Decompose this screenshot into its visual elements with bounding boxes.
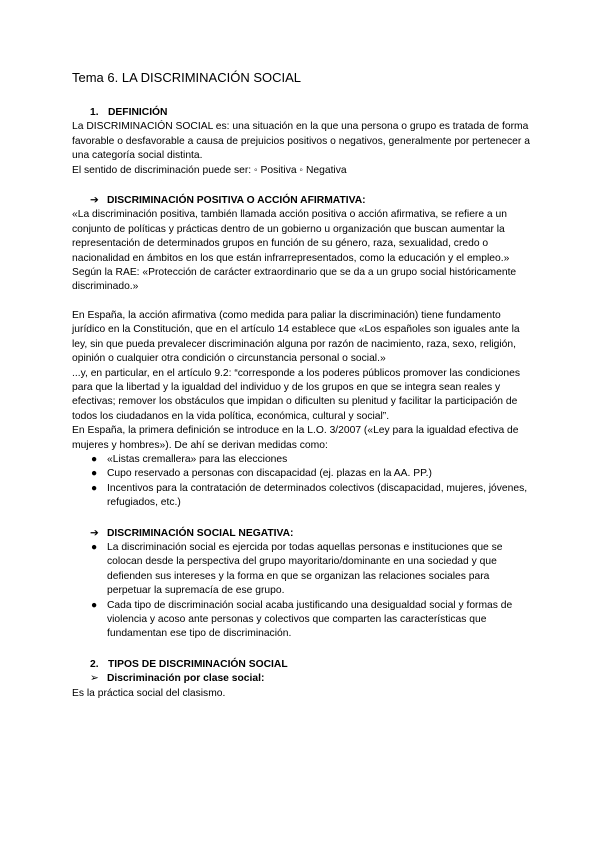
bullet-icon: ●: [91, 468, 98, 480]
sense-paragraph: El sentido de discriminación puede ser: ◦ Positiva ◦ Negativa: [72, 164, 347, 176]
list-item: ● La discriminación social es ejercida por todas aquellas personas e instituciones que se colocan desde la perspectiva del grupo mayoritario/dominante en una sociedad y que defienden sus intereses y la forma en que se organizan las relaciones sociales para perpetuar la supremacía de ese grupo.: [91, 541, 503, 597]
spain-paragraph-1: En España, la acción afirmativa (como medida para paliar la discriminación) tiene fundamento jurídico en la Constitución, que en el artículo 14 establece que «Los españoles son iguales ante la ley, sin que pueda prevalecer discriminación alguna por razón de nacimiento, raza, sexo, religión, opinión o cualquier otra condición o circunstancia personal o social.»: [72, 309, 520, 365]
section-1-title: DEFINICIÓN: [108, 107, 168, 118]
list-item: ● Incentivos para la contratación de determinados colectivos (discapacidad, mujeres, jóvenes, refugiados, etc.): [91, 482, 528, 509]
page-title: Tema 6. LA DISCRIMINACIÓN SOCIAL: [72, 70, 302, 85]
arrow-icon: ➔: [90, 527, 99, 539]
bullet-icon: ●: [91, 482, 98, 494]
class-discrimination-title: Discriminación por clase social:: [107, 673, 265, 685]
section-1-heading: [72, 106, 532, 120]
definition-paragraph: La DISCRIMINACIÓN SOCIAL es: una situación en la que una persona o grupo es tratada de forma favorable o desfavorable a causa de prejuicios positivos o negativos, generalmente por pertenecer a una categoría social distinta.: [72, 121, 530, 162]
positive-title: DISCRIMINACIÓN POSITIVA O ACCIÓN AFIRMATIVA:: [107, 195, 366, 207]
classism-paragraph: Es la práctica social del clasismo.: [72, 687, 226, 699]
negative-list: [72, 541, 532, 642]
section-2-heading: [72, 658, 532, 672]
bullet-icon: ●: [91, 453, 98, 465]
measures-list: [72, 453, 532, 511]
list-item: ● Cada tipo de discriminación social acaba justificando una desigualdad social y formas de violencia y acoso ante personas y colectivos que comparten las características que fundamentan ese tipo de discriminación.: [91, 599, 513, 640]
bullet-icon: ●: [91, 541, 98, 553]
negative-title: DISCRIMINACIÓN SOCIAL NEGATIVA:: [107, 527, 294, 539]
negative-heading: [72, 527, 532, 541]
positive-quote: «La discriminación positiva, también llamada acción positiva o acción afirmativa, se refiere a un conjunto de políticas y prácticas dentro de un gobierno u organización que buscan aumentar la representación de determinados grupos en función de su género, raza, sexualidad, credo o nacionalidad en ámbitos en los que están infrarrepresentados, como la educación y el empleo.» Según la RAE: «Protección de carácter extraordinario que se da a un grupo social históricamente discriminado.»: [72, 209, 517, 293]
section-2-number: 2.: [90, 658, 99, 670]
arrow-icon: ➔: [90, 195, 99, 207]
list-item: ● «Listas cremallera» para las elecciones: [72, 453, 532, 467]
positive-heading: [72, 194, 532, 208]
arrowhead-icon: ➢: [90, 673, 99, 685]
spain-paragraph-3: En España, la primera definición se introduce en la L.O. 3/2007 («Ley para la igualdad efectiva de mujeres y hombres»). De ahí se derivan medidas como:: [72, 425, 519, 451]
list-item: ● Cupo reservado a personas con discapacidad (ej. plazas en la AA. PP.): [72, 467, 532, 481]
bullet-icon: ●: [91, 599, 98, 611]
section-2-title: TIPOS DE DISCRIMINACIÓN SOCIAL: [108, 658, 288, 670]
spain-paragraph-2: ...y, en particular, en el artículo 9.2: “corresponde a los poderes públicos promover las condiciones para que la libertad y la igualdad del individuo y de los grupos en que se integra sean reales y efectivas; remover los obstáculos que impidan o dificulten su plenitud y facilitar la participación de todos los ciudadanos en la vida política, económica, cultural y social”.: [72, 367, 520, 422]
class-discrimination-heading: [72, 672, 532, 686]
document-content: [72, 70, 532, 701]
section-1-number: 1.: [90, 107, 99, 118]
